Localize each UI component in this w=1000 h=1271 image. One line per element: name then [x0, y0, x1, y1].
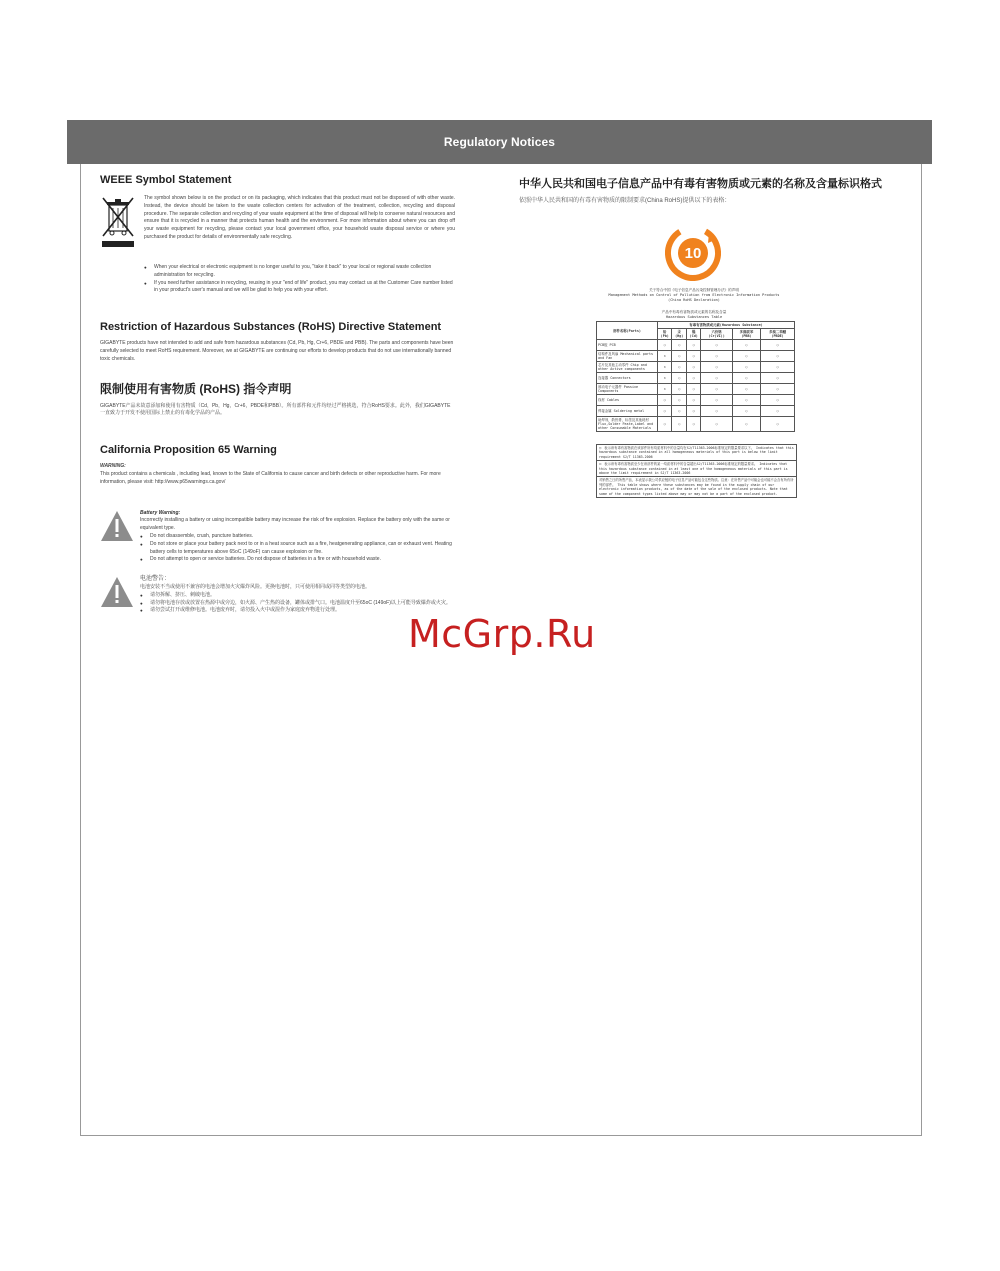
table-cell: ○ [732, 417, 760, 432]
battery-en-section [100, 510, 455, 565]
table-part-cell: 结构件及风扇 Mechanical parts and Fan [597, 351, 658, 362]
table-cell: ○ [701, 406, 732, 417]
battery-tw-bullet-3: ● 请勿尝试打开或维修电池。电池废弃时，请勿投入火中或混作为家庭废弃物进行处理。 [136, 607, 451, 615]
table-part-cell: 助焊剂，散热膏，标签及其他耗材 Flux,Solder Paste,Label and other Consumable Materials [597, 417, 658, 432]
table-cell: ○ [672, 417, 686, 432]
table-cell: ○ [732, 340, 760, 351]
weee-section [100, 195, 455, 256]
prop65-body: This product contains a chemicals , including lead, known to the State of California to cause cancer and birth defects or other reproductive harm. For more information, please visit: http://www.p65warnings.ca.gov/ [100, 470, 441, 485]
declaration-line-3: (China RoHS Declaration) [668, 298, 720, 302]
table-cell: ○ [732, 362, 760, 373]
table-cell: × [658, 384, 672, 395]
header-title: Regulatory Notices [443, 135, 556, 149]
table-part-cell: 连接器 Connectors [597, 373, 658, 384]
table-cell: ○ [686, 384, 700, 395]
table-row [597, 406, 795, 417]
weee-bullet-2: ● If you need further assistance in recycling, reusing in your "end of life" product, you may contact us at the Customer Care number listed in your product's user's manual and we will be glad to help you with your effort. [140, 280, 455, 296]
table-row [597, 340, 795, 351]
left-column [100, 170, 455, 615]
table-cell: ○ [672, 373, 686, 384]
table-group-header: 有毒有害物质或元素(Hazardous Substance) [658, 322, 795, 329]
table-cell: ○ [732, 373, 760, 384]
table-cell: ○ [672, 395, 686, 406]
table-cell: × [658, 351, 672, 362]
battery-en-bullet-1: ● Do not disassemble, crush, puncture batteries. [136, 533, 455, 541]
table-row [597, 373, 795, 384]
battery-en-bullet-2: ● Do not store or place your battery pack next to or in a heat source such as a fire, heatgenerating appliance, can or exhaust vent. Heating battery cells to temperatures above 65oC (149oF) can cause explosion or fire. [136, 541, 455, 557]
table-cell: ○ [658, 417, 672, 432]
table-part-header: 部件名称(Parts) [597, 322, 658, 340]
weee-bullet-1: ● When your electrical or electronic equipment is no longer useful to you, "take it back" to your local or regional waste collection administration for recycling. [140, 264, 455, 280]
table-row [597, 395, 795, 406]
table-cell: ○ [761, 351, 795, 362]
battery-tw-bullet-1: ● 请勿拆解、挤压、刺破电池。 [136, 592, 451, 600]
table-note-3: 对销售之日的所售产品，本表显示我公司供应链的电子信息产品可能包含这些物质。注意：在所售产品中可能会也可能不会含有所有所列的部件。 This table shows where these substances may be found in the supply chain of our electronic information products, as of the date of the sale of the enclosed products. Note that some of the component types listed above may or may not be a part of the enclosed product. [599, 478, 794, 496]
hazard-table-title [594, 310, 794, 320]
table-cell: ○ [761, 373, 795, 384]
china-rohs-subtitle: 依照中华人民共和国的有毒有害物质的限制要求(China RoHS)提供以下的表格： [519, 198, 731, 204]
table-col-header: 多溴二苯醚 (PBDE) [761, 329, 795, 340]
table-cell: ○ [732, 395, 760, 406]
table-title-cn: 产品中有毒有害物质或元素的名称及含量 [661, 310, 727, 314]
table-row [597, 384, 795, 395]
table-cell: ○ [701, 373, 732, 384]
table-cell: ○ [761, 395, 795, 406]
battery-tw-body: 电池安装不当或使用不兼容的电池会增加火灾爆炸风险。更换电池时，只可使用相同或同等类型的电池。 [140, 583, 371, 590]
table-cell: ○ [701, 417, 732, 432]
table-cell: ○ [686, 373, 700, 384]
prop65-title: California Proposition 65 Warning [100, 444, 277, 457]
rohs-title: Restriction of Hazardous Substances (RoHS) Directive Statement [100, 321, 442, 334]
battery-en-bullets [136, 533, 455, 564]
table-cell: ○ [701, 384, 732, 395]
battery-tw-title: 电池警告： [140, 576, 171, 583]
table-cell: ○ [686, 406, 700, 417]
rohs-cn-body: GIGABYTE产品未故意添加和使用有害物质（Cd，Pb，Hg，Cr+6，PBDE和PBB）。所有部件和元件均经过严格挑选，符合RoHS要求。此外，我们GIGABYTE一直致力于开发不使用国际上禁止的有毒化学品的产品。 [100, 402, 451, 417]
table-cell: ○ [686, 395, 700, 406]
table-cell: ○ [672, 340, 686, 351]
table-cell: ○ [701, 395, 732, 406]
table-cell: ○ [672, 351, 686, 362]
china-rohs-title: 中华人民共和国电子信息产品中有毒有害物质或元素的名称及含量标识格式 [519, 178, 882, 190]
battery-en-text [140, 510, 455, 565]
declaration-line-2: Management Methods on Control of Pollution from Electronic Information Products [608, 293, 780, 297]
crossed-out-bin-icon [100, 195, 136, 256]
table-cell: ○ [701, 340, 732, 351]
battery-en-title: Battery Warning: [140, 509, 181, 516]
prop65-warning-label: WARNING: [100, 463, 126, 470]
table-cell: ○ [686, 362, 700, 373]
table-part-cell: 被动电子元器件 Passive Components [597, 384, 658, 395]
table-cell: ○ [672, 406, 686, 417]
table-part-cell: 线材 Cables [597, 395, 658, 406]
table-cell: ○ [701, 351, 732, 362]
battery-tw-bullets [136, 592, 451, 615]
table-cell: × [658, 373, 672, 384]
table-row [597, 362, 795, 373]
table-cell: ○ [658, 395, 672, 406]
table-cell: ○ [761, 417, 795, 432]
table-cell: ○ [701, 362, 732, 373]
table-cell: ○ [686, 351, 700, 362]
table-col-header: 镉(Cd) [686, 329, 700, 340]
warning-triangle-icon [100, 576, 134, 615]
table-part-cell: PCB板 PCB [597, 340, 658, 351]
battery-tw-text [140, 576, 451, 615]
warning-triangle-icon [100, 510, 134, 565]
table-part-cell: 芯片及其他主动零件 Chip and other Active components [597, 362, 658, 373]
table-cell: ○ [761, 340, 795, 351]
badge-number: 10 [684, 245, 702, 262]
battery-en-body: Incorrectly installing a battery or using incompatible battery may increase the risk of fire explosion. Replace the battery only with the same or equivalent type. [140, 517, 450, 532]
table-cell: ○ [658, 406, 672, 417]
table-part-cell: 焊接金属 Soldering metal [597, 406, 658, 417]
table-cell: ○ [732, 406, 760, 417]
battery-tw-section [100, 576, 455, 615]
weee-title: WEEE Symbol Statement [100, 174, 232, 186]
table-note-2: ×：表示该有毒有害物质至少在该部件的某一均质材料中的含量超出SJ/T11363-2006标准规定的限量要求。 Indicates that this hazardous substance contained in at least one of the homogeneous materials of this part is above the limit requirement in SJ/T 11363-2006 [597, 461, 796, 477]
declaration-line-1: 关于符合中国《电子信息产品污染控制管理办法》的声明 [649, 288, 739, 292]
rohs-body: GIGABYTE products have not intended to add and safe from hazardous substances (Cd, Pb, Hg, Cr+6, PBDE and PBB). The parts and components have been carefully selected to meet RoHS requirement. Moreover, we at GIGABYTE are continuing our efforts to develop products that do not use internationally banned toxic chemicals. [100, 340, 454, 362]
battery-tw-bullet-2: ● 请勿将电池存放或放置在热源中或旁边，如火源、产生热的设备，罐体或排气口。电池温度升至65oC (149oF)以上可能导致爆炸或火灾。 [136, 600, 451, 608]
table-row [597, 417, 795, 432]
table-cell: ○ [672, 362, 686, 373]
table-cell: ○ [686, 340, 700, 351]
table-cell: ○ [761, 406, 795, 417]
table-cell: ○ [761, 362, 795, 373]
watermark-logo: McGrp.Ru [408, 612, 596, 656]
table-col-header: 六价铬 (Cr(VI)) [701, 329, 732, 340]
weee-body: The symbol shown below is on the product or on its packaging, which indicates that this product must not be disposed of with other waste. Instead, the device should be taken to the waste collection centers for activation of the treatment, collection, recycling and disposal procedure. The separate collection and recycling of your waste equipment at the time of disposal will help to conserve natural resources and ensure that it is recycled in a manner that protects human health and the environment. For more information about where you can drop off your waste equipment for recycling, please contact your local government office, your household waste disposal service or where you purchased the product for details of environmentally safe recycling. [144, 195, 455, 240]
table-cell: ○ [761, 384, 795, 395]
table-cell: ○ [686, 417, 700, 432]
right-column [519, 170, 919, 530]
table-col-header: 汞(Hg) [672, 329, 686, 340]
table-cell: ○ [658, 340, 672, 351]
battery-en-bullet-3: ● Do not attempt to open or service batteries. Do not dispose of batteries in a fire or with household waste. [136, 556, 455, 564]
table-cell: ○ [732, 351, 760, 362]
epup-10-badge-icon [665, 225, 721, 281]
table-col-header: 铅(Pb) [658, 329, 672, 340]
table-body [597, 340, 795, 432]
table-title-en: Hazardous Substances Table [665, 315, 723, 319]
table-notes [596, 444, 797, 498]
table-cell: ○ [672, 384, 686, 395]
page-header [67, 120, 932, 164]
table-cell: ○ [732, 384, 760, 395]
table-col-header: 多溴联苯 (PBB) [732, 329, 760, 340]
rohs-cn-title: 限制使用有害物质 (RoHS) 指令声明 [100, 381, 292, 396]
table-cell: × [658, 362, 672, 373]
table-row [597, 351, 795, 362]
table-note-1: ○：表示该有毒有害物质在该部件所有均质材料中的含量均在SJ/T11363-2006标准规定的限量要求以下。 Indicates that this hazardous substance contained in all homogeneous materials of this part is below the limit requirement SJ/T 11363-2006 [597, 445, 796, 461]
hazardous-substances-table [596, 321, 795, 432]
weee-bullets [140, 264, 455, 295]
china-declaration [594, 288, 794, 303]
